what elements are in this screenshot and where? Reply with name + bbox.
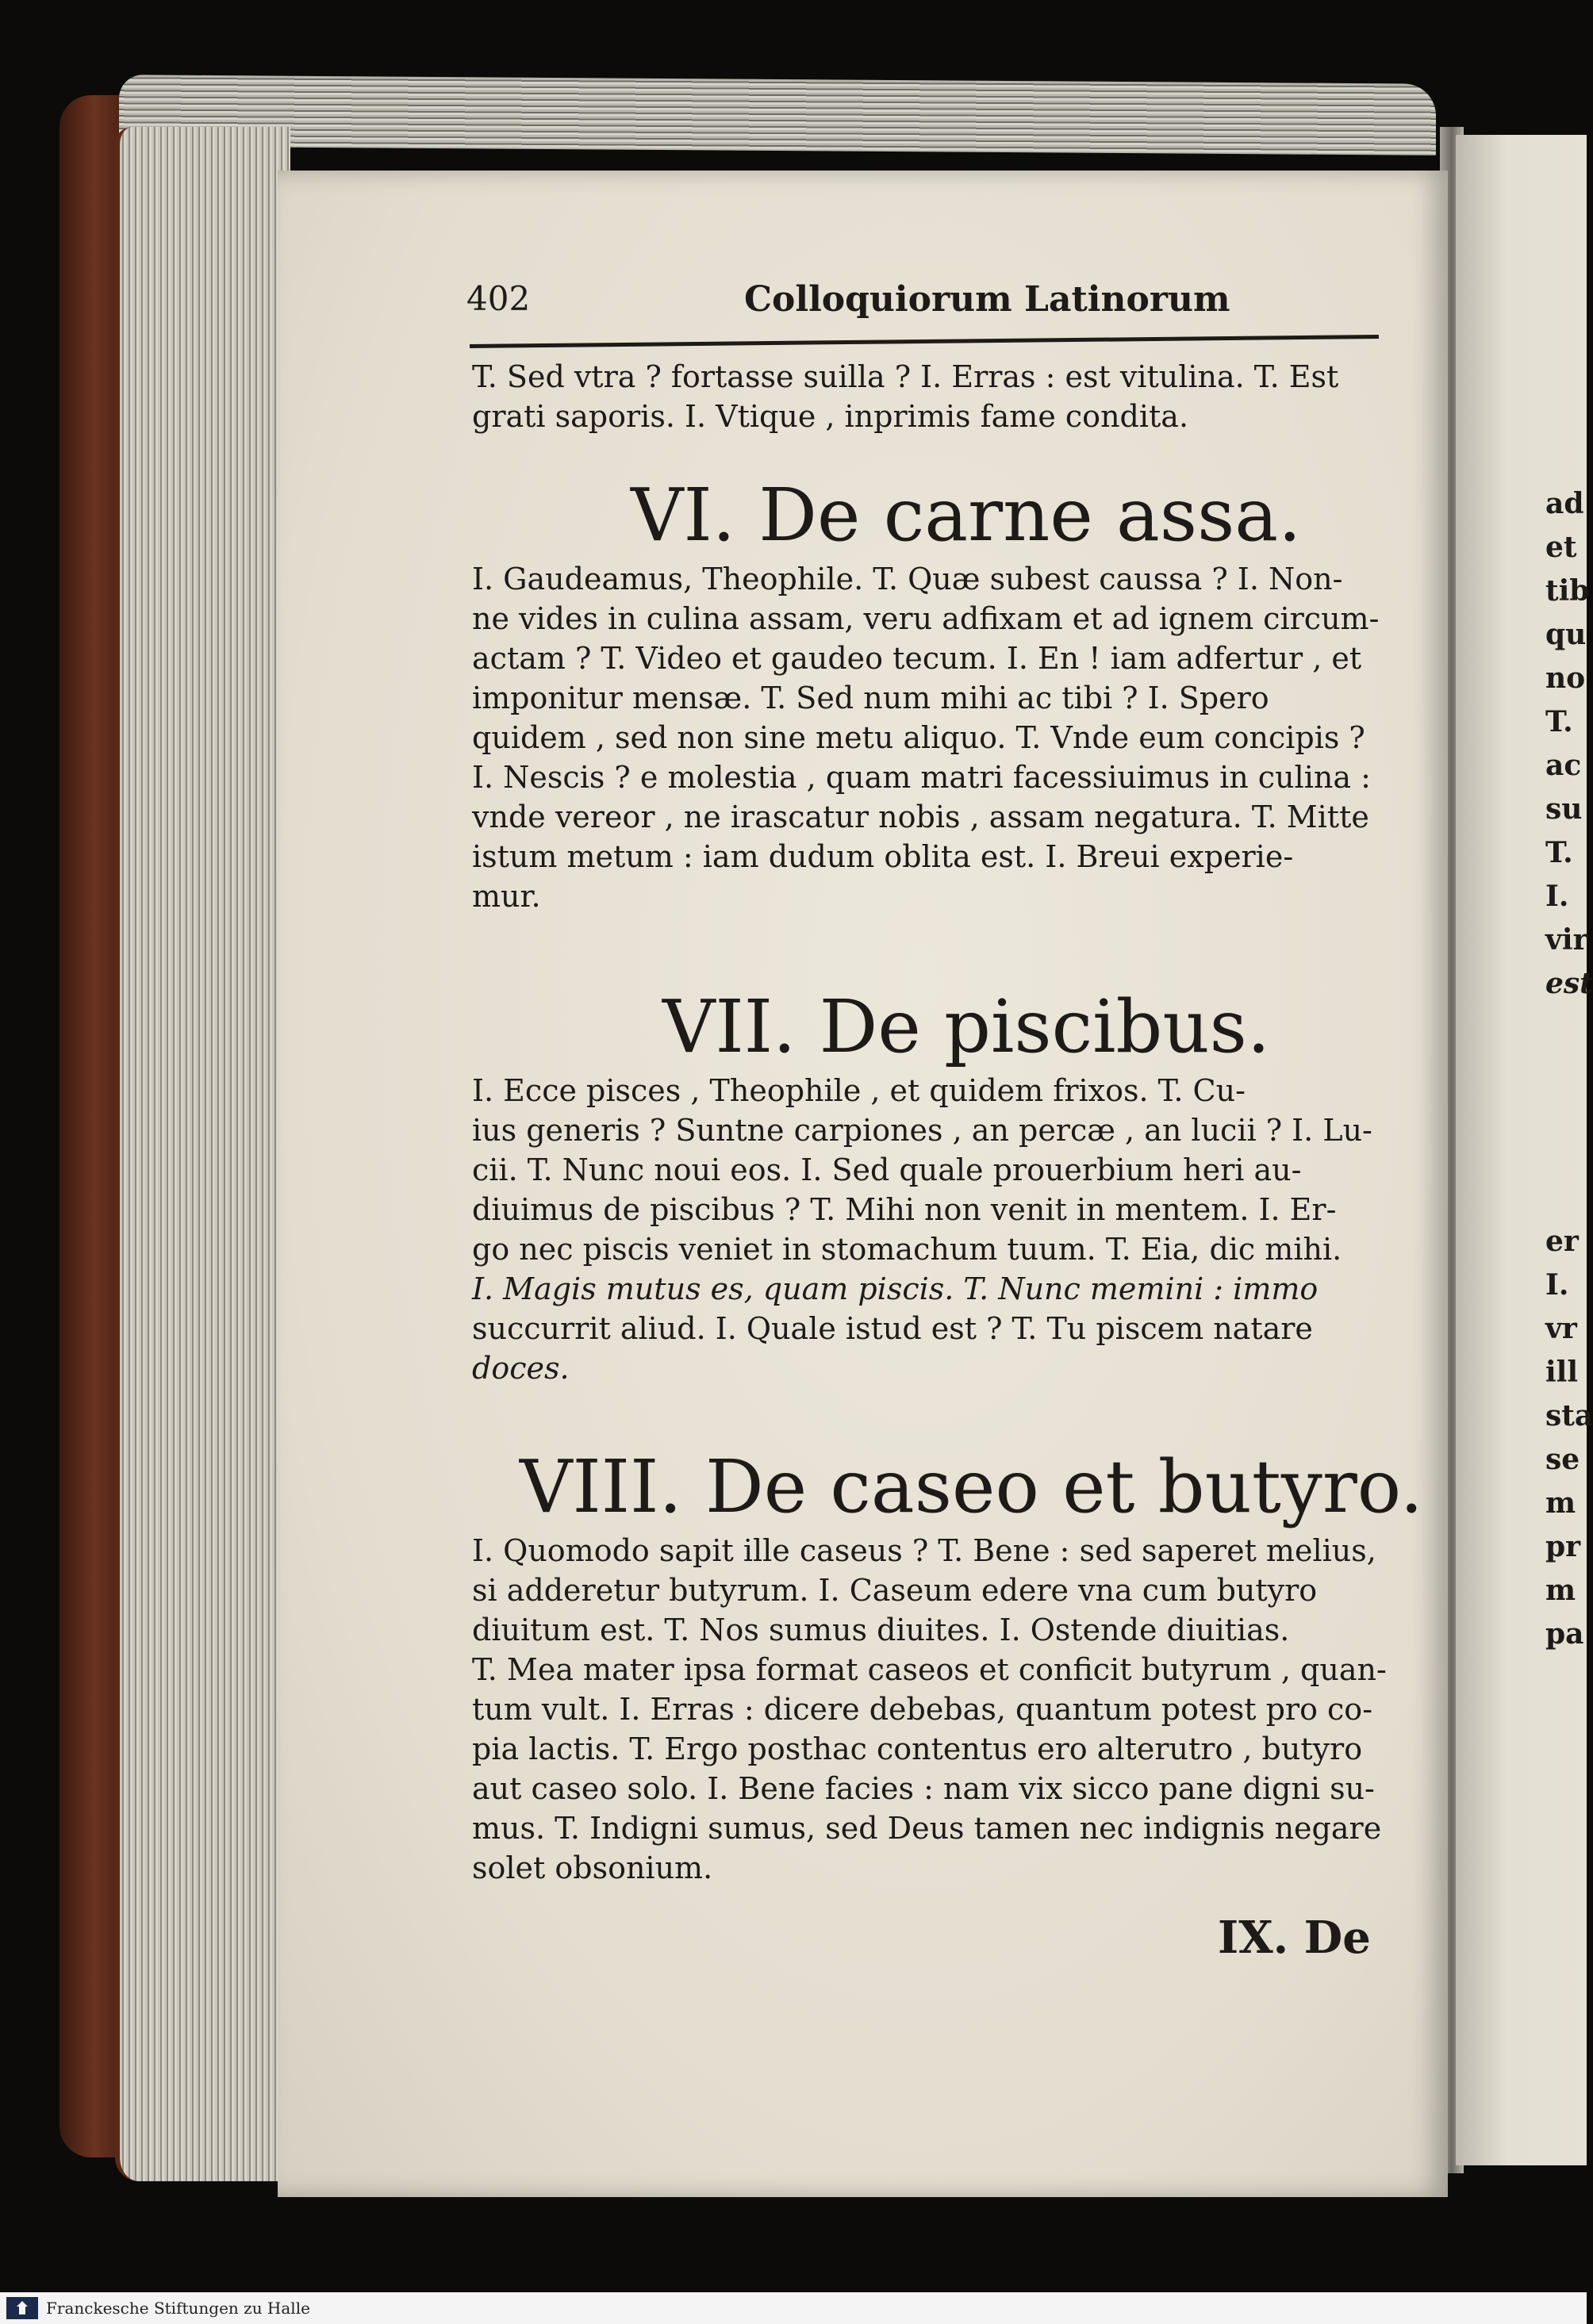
text-line: ius generis ? Suntne carpiones , an percæ , an lucii ? I. Lu-: [472, 1113, 1372, 1148]
right-fragment: I.: [1545, 1268, 1569, 1302]
text-line: I. Magis mutus es, quam piscis. T. Nunc memini : immo: [472, 1271, 1319, 1306]
text-line: solet obsonium.: [472, 1850, 713, 1885]
right-fragment: vr: [1545, 1312, 1577, 1345]
text-line: aut caseo solo. I. Bene facies : nam vix sicco pane digni su-: [472, 1771, 1375, 1806]
intro-block: [472, 357, 1384, 436]
text-line: grati saporis. I. Vtique , inprimis fame condita.: [472, 399, 1189, 434]
right-fragment: no: [1545, 662, 1586, 695]
section-vii: [472, 984, 1384, 1388]
section-viii: [472, 1444, 1423, 1888]
text-line: mur.: [472, 879, 541, 914]
right-fragment: est: [1545, 967, 1593, 1000]
running-head: [466, 279, 1379, 327]
right-fragment: T.: [1545, 705, 1573, 738]
text-line: I. Quomodo sapit ille caseus ? T. Bene : sed saperet melius,: [472, 1533, 1376, 1568]
right-fragment: ad: [1545, 487, 1584, 520]
text-line: T. Sed vtra ? fortasse suilla ? I. Erras : est vitulina. T. Est: [472, 359, 1339, 394]
right-fragment: I.: [1545, 880, 1569, 913]
text-line: I. Gaudeamus, Theophile. T. Quæ subest caussa ? I. Non-: [472, 562, 1343, 596]
text-line: tum vult. I. Erras : dicere debebas, quantum potest pro co-: [472, 1692, 1373, 1727]
right-fragment: se: [1545, 1443, 1580, 1476]
section-vi: [472, 472, 1384, 916]
text-line: diuimus de piscibus ? T. Mihi non venit in mentem. I. Er-: [472, 1192, 1337, 1227]
institution-logo-icon: [6, 2297, 38, 2319]
text-line: succurrit aliud. I. Quale istud est ? T. Tu piscem natare: [472, 1311, 1313, 1346]
right-fragment: vir: [1545, 923, 1588, 957]
right-fragment: su: [1545, 792, 1583, 826]
right-fragment: et: [1545, 531, 1577, 564]
text-line: imponitur mensæ. T. Sed num mihi ac tibi ? I. Spero: [472, 681, 1269, 715]
text-line: vnde vereor , ne irascatur nobis , assam negatura. T. Mitte: [472, 800, 1369, 834]
page-stack-left: [115, 127, 290, 2181]
footer-bar: [0, 2292, 1587, 2324]
text-line: doces.: [472, 1351, 570, 1386]
footer-label: Franckesche Stiftungen zu Halle: [46, 2299, 310, 2318]
right-fragment: m: [1545, 1574, 1576, 1607]
text-line: actam ? T. Video et gaudeo tecum. I. En ! iam adfertur , et: [472, 641, 1362, 676]
book-cover-edge: [59, 95, 123, 2157]
right-fragment: qu: [1545, 618, 1587, 651]
text-line: cii. T. Nunc noui eos. I. Sed quale prouerbium heri au-: [472, 1152, 1302, 1187]
section-heading: VIII. De caseo et butyro.: [520, 1444, 1423, 1529]
right-fragment: tib: [1545, 574, 1590, 608]
right-page: [1456, 135, 1590, 2165]
right-fragment: sta: [1545, 1399, 1593, 1432]
text-line: si adderetur butyrum. I. Caseum edere vna cum butyro: [472, 1573, 1318, 1608]
page-stack-top: [119, 75, 1436, 155]
text-line: istum metum : iam dudum oblita est. I. Breui experie-: [472, 839, 1294, 874]
right-fragment: ill: [1545, 1356, 1579, 1389]
text-line: T. Mea mater ipsa format caseos et conficit butyrum , quan-: [472, 1652, 1387, 1687]
right-fragment: ac: [1545, 749, 1582, 782]
right-fragment: T.: [1545, 836, 1573, 869]
right-fragment: er: [1545, 1225, 1579, 1258]
text-line: go nec piscis veniet in stomachum tuum. T. Eia, dic mihi.: [472, 1232, 1342, 1267]
section-heading: VII. De piscibus.: [662, 984, 1271, 1069]
section-heading: VI. De carne assa.: [631, 473, 1302, 558]
right-fragment: pa: [1545, 1617, 1584, 1651]
text-line: ne vides in culina assam, veru adfixam et ad ignem circum-: [472, 601, 1380, 636]
text-line: I. Ecce pisces , Theophile , et quidem frixos. T. Cu-: [472, 1073, 1246, 1108]
catchword: IX. De: [1218, 1912, 1371, 1964]
right-fragment: pr: [1545, 1530, 1581, 1563]
right-fragment: m: [1545, 1486, 1576, 1520]
text-line: mus. T. Indigni sumus, sed Deus tamen nec indignis negare: [472, 1811, 1382, 1846]
text-line: pia lactis. T. Ergo posthac contentus ero alterutro , butyro: [472, 1731, 1363, 1766]
text-line: quidem , sed non sine metu aliquo. T. Vnde eum concipis ?: [472, 720, 1365, 755]
running-title: Colloquiorum Latinorum: [744, 279, 1230, 320]
text-line: I. Nescis ? e molestia , quam matri facessiuimus in culina :: [472, 760, 1371, 795]
text-line: diuitum est. T. Nos sumus diuites. I. Ostende diuitias.: [472, 1613, 1290, 1647]
page-number: 402: [466, 279, 531, 318]
